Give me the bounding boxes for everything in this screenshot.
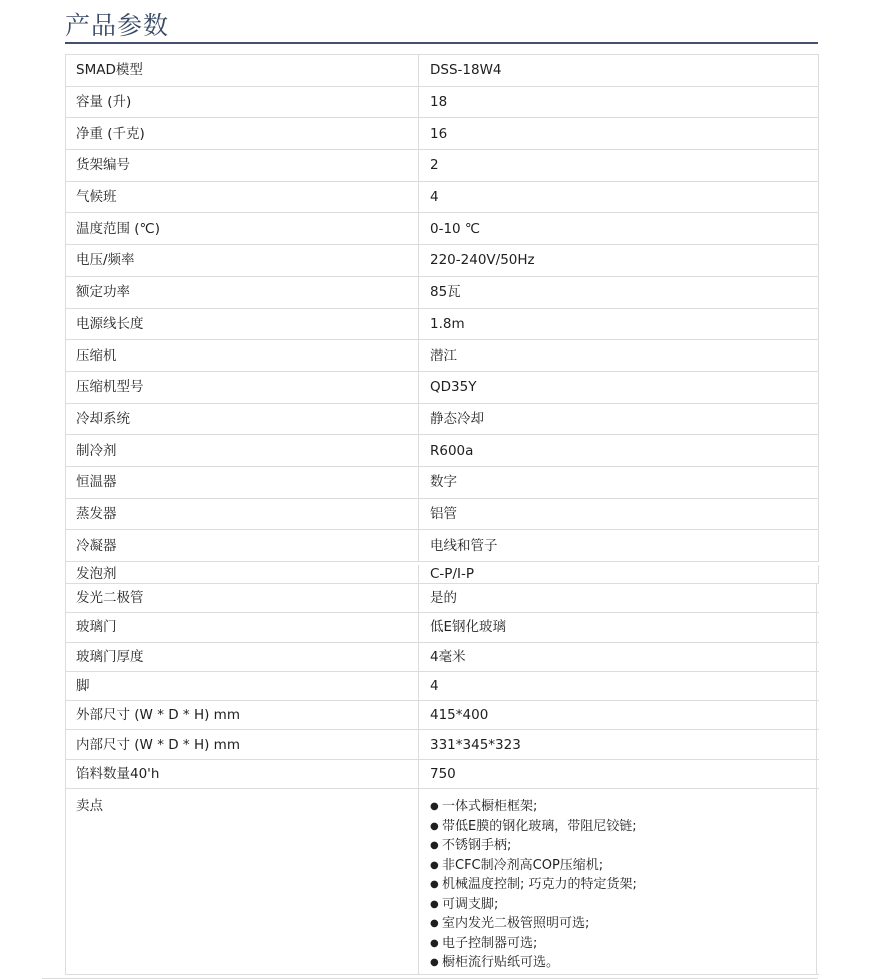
- table-row: [66, 562, 819, 584]
- list-item: [430, 934, 637, 954]
- list-item: [430, 953, 637, 973]
- spec-label: 净重 (千克): [66, 118, 419, 149]
- spec-value: 低E钢化玻璃: [419, 613, 817, 641]
- spec-value: 0-10 ℃: [419, 213, 819, 244]
- table-row: [66, 372, 819, 404]
- spec-value: R600a: [419, 435, 819, 466]
- table-row: [66, 404, 819, 436]
- table-row: [66, 118, 819, 150]
- table-row: [66, 584, 819, 613]
- list-item-text: 室内发光二极管照明可选;: [442, 916, 590, 932]
- spec-label: 电压/频率: [66, 245, 419, 276]
- table-row: [66, 613, 819, 642]
- table-row: [66, 245, 819, 277]
- list-item-text: 电子控制器可选;: [442, 935, 538, 951]
- spec-value: 2: [419, 150, 819, 181]
- table-row: [66, 643, 819, 672]
- table-row: [66, 340, 819, 372]
- bullet-icon: ●: [430, 840, 439, 852]
- spec-value: 4: [419, 182, 819, 213]
- spec-value: 静态冷却: [419, 404, 819, 435]
- spec-label: 发光二极管: [66, 584, 419, 612]
- spec-value: 18: [419, 87, 819, 118]
- spec-label: 馅料数量40'h: [66, 760, 419, 788]
- list-item-text: 可调支脚;: [442, 896, 499, 912]
- spec-value: 331*345*323: [419, 730, 817, 758]
- spec-value: 750: [419, 760, 817, 788]
- spec-label: 冷却系统: [66, 404, 419, 435]
- table-row: [66, 277, 819, 309]
- list-item-text: 不锈钢手柄;: [442, 838, 512, 854]
- spec-value: 4毫米: [419, 643, 817, 671]
- spec-value: 潜江: [419, 340, 819, 371]
- list-item-text: 橱柜流行贴纸可选。: [442, 955, 560, 971]
- table-row: [66, 182, 819, 214]
- spec-label: 外部尺寸 (W * D * H) mm: [66, 701, 419, 729]
- spec-label: 制冷剂: [66, 435, 419, 466]
- list-item: [430, 875, 637, 895]
- spec-value: DSS-18W4: [419, 55, 819, 86]
- bullet-icon: ●: [430, 820, 439, 832]
- spec-value: 415*400: [419, 701, 817, 729]
- spec-label: 卖点: [66, 789, 419, 974]
- spec-label: 发泡剂: [66, 565, 419, 583]
- bullet-icon: ●: [430, 957, 439, 969]
- spec-label: 额定功率: [66, 277, 419, 308]
- spec-value: 是的: [419, 584, 817, 612]
- list-item: [430, 895, 637, 915]
- spec-label: 冷凝器: [66, 530, 419, 561]
- bullet-icon: ●: [430, 801, 439, 813]
- table-row: [66, 435, 819, 467]
- list-item-text: 机械温度控制; 巧克力的特定货架;: [442, 877, 637, 893]
- list-item: [430, 914, 637, 934]
- spec-value: 1.8m: [419, 309, 819, 340]
- title-divider: [65, 42, 818, 44]
- table-row: [66, 309, 819, 341]
- spec-label: 货架编号: [66, 150, 419, 181]
- table-row: [66, 730, 819, 759]
- table-row: [66, 213, 819, 245]
- table-row: [66, 701, 819, 730]
- spec-table-lower: [66, 584, 819, 975]
- table-row: [66, 760, 819, 789]
- bullet-icon: ●: [430, 898, 439, 910]
- spec-label: 玻璃门: [66, 613, 419, 641]
- list-item: [430, 797, 637, 817]
- spec-value: 铝管: [419, 499, 819, 530]
- list-item-text: 一体式橱柜框架;: [442, 799, 538, 815]
- spec-label: 内部尺寸 (W * D * H) mm: [66, 730, 419, 758]
- spec-label: SMAD模型: [66, 55, 419, 86]
- spec-value: 85瓦: [419, 277, 819, 308]
- selling-points-row: [66, 789, 819, 975]
- table-row: [66, 530, 819, 562]
- spec-value: 电线和管子: [419, 530, 819, 561]
- spec-value: [419, 789, 817, 974]
- spec-label: 蒸发器: [66, 499, 419, 530]
- selling-points-list: [430, 797, 637, 973]
- list-item: [430, 836, 637, 856]
- spec-label: 玻璃门厚度: [66, 643, 419, 671]
- list-item-text: 带低E膜的钢化玻璃，带阻尼铰链;: [442, 818, 637, 834]
- list-item: [430, 856, 637, 876]
- table-row: [66, 87, 819, 119]
- spec-label: 温度范围 (℃): [66, 213, 419, 244]
- table-row: [66, 55, 819, 87]
- spec-label: 容量 (升): [66, 87, 419, 118]
- bullet-icon: ●: [430, 918, 439, 930]
- bullet-icon: ●: [430, 859, 439, 871]
- spec-value: QD35Y: [419, 372, 819, 403]
- spec-label: 脚: [66, 672, 419, 700]
- spec-table-upper: [66, 55, 819, 584]
- table-row: [66, 150, 819, 182]
- table-row: [66, 672, 819, 701]
- spec-value: 数字: [419, 467, 819, 498]
- spec-label: 恒温器: [66, 467, 419, 498]
- spec-value: 220-240V/50Hz: [419, 245, 819, 276]
- table-row: [66, 499, 819, 531]
- spec-value: C-P/I-P: [419, 565, 819, 583]
- list-item-text: 非CFC制冷剂高COP压缩机;: [442, 857, 604, 873]
- spec-label: 气候班: [66, 182, 419, 213]
- bullet-icon: ●: [430, 937, 439, 949]
- bullet-icon: ●: [430, 879, 439, 891]
- page-title: 产品参数: [65, 11, 170, 40]
- spec-value: 4: [419, 672, 817, 700]
- spec-table: [65, 54, 819, 975]
- spec-label: 压缩机型号: [66, 372, 419, 403]
- spec-label: 电源线长度: [66, 309, 419, 340]
- spec-label: 压缩机: [66, 340, 419, 371]
- list-item: [430, 817, 637, 837]
- spec-value: 16: [419, 118, 819, 149]
- table-row: [66, 467, 819, 499]
